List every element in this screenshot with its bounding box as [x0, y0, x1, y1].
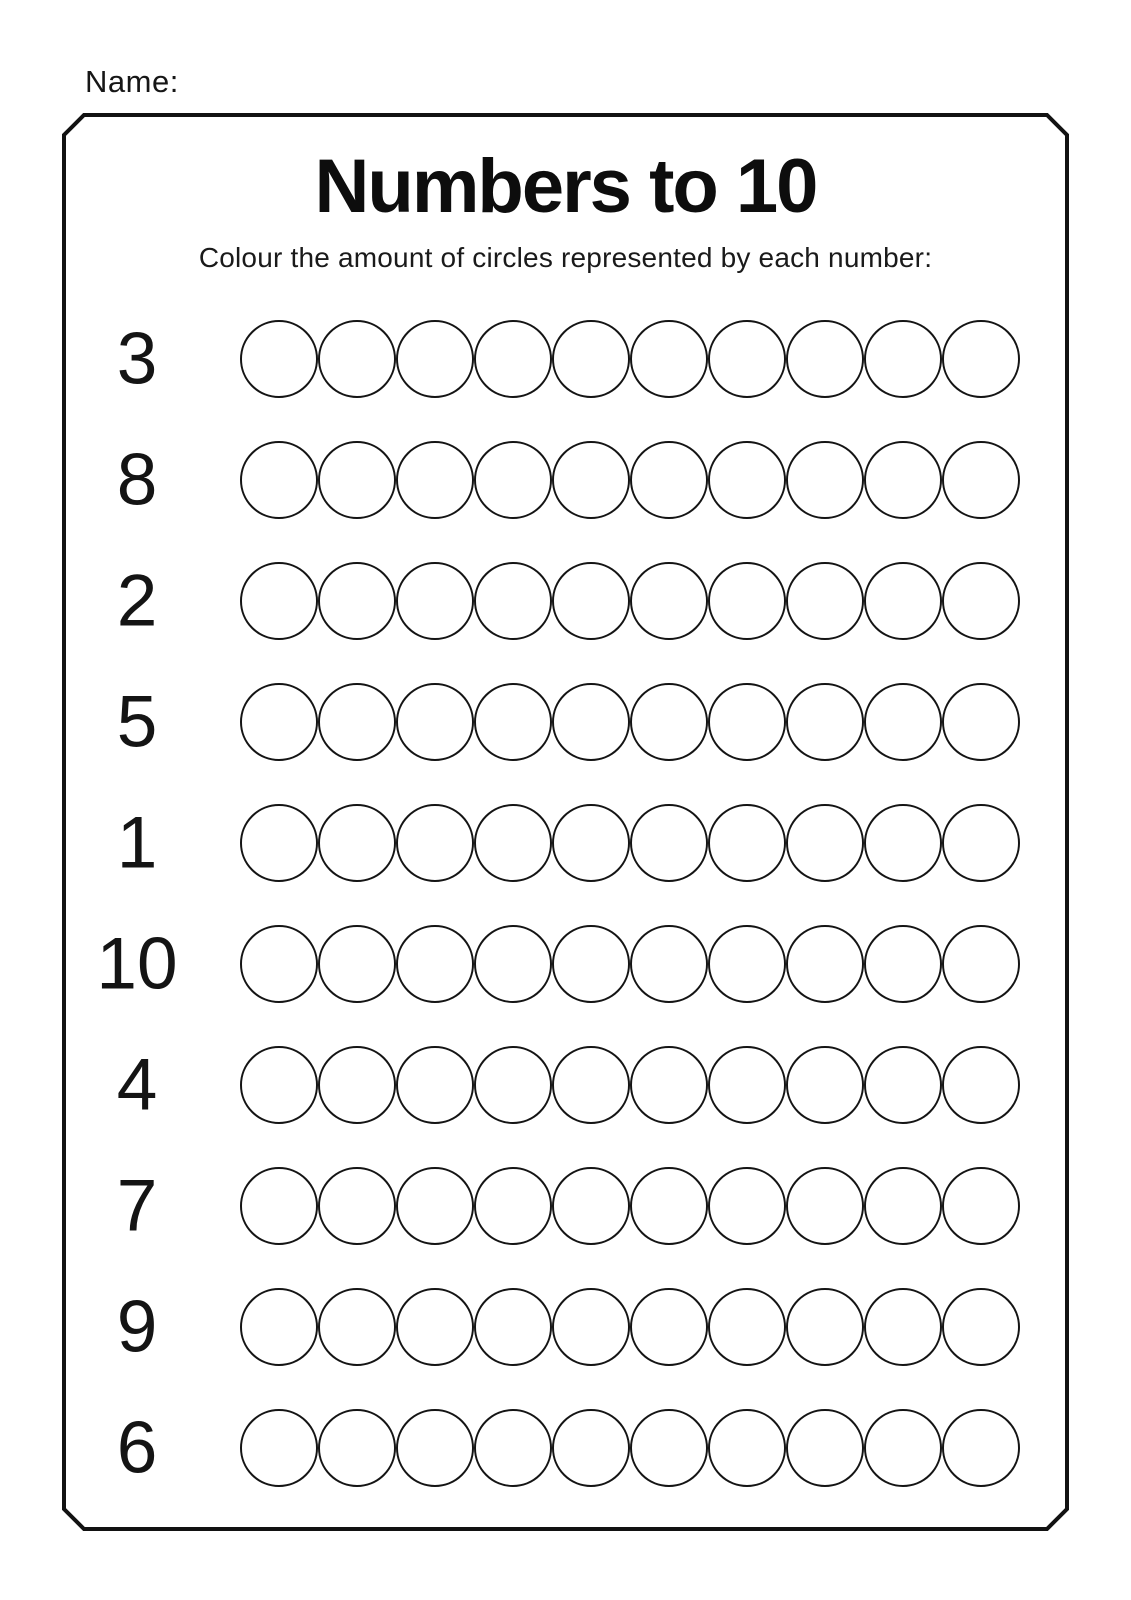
colour-circle[interactable]: [630, 320, 708, 398]
colour-circle[interactable]: [864, 562, 942, 640]
row-number: 7: [116, 1165, 158, 1246]
colour-circle[interactable]: [786, 1167, 864, 1245]
colour-circle[interactable]: [708, 1288, 786, 1366]
colour-circle[interactable]: [552, 562, 630, 640]
worksheet-row: [62, 1387, 1069, 1508]
colour-circle[interactable]: [786, 320, 864, 398]
colour-circle[interactable]: [474, 441, 552, 519]
colour-circle[interactable]: [474, 1046, 552, 1124]
circles-group: [240, 683, 1020, 761]
colour-circle[interactable]: [942, 562, 1020, 640]
colour-circle[interactable]: [708, 1046, 786, 1124]
colour-circle[interactable]: [318, 1167, 396, 1245]
colour-circle[interactable]: [396, 804, 474, 882]
colour-circle[interactable]: [786, 925, 864, 1003]
colour-circle[interactable]: [240, 320, 318, 398]
row-number: 8: [116, 439, 158, 520]
colour-circle[interactable]: [942, 1288, 1020, 1366]
worksheet-row: [62, 540, 1069, 661]
colour-circle[interactable]: [864, 441, 942, 519]
colour-circle[interactable]: [396, 683, 474, 761]
colour-circle[interactable]: [240, 683, 318, 761]
colour-circle[interactable]: [240, 1046, 318, 1124]
worksheet-row: [62, 1266, 1069, 1387]
worksheet-row: [62, 903, 1069, 1024]
row-number: 10: [96, 923, 178, 1004]
circles-group: [240, 925, 1020, 1003]
name-label: Name:: [85, 64, 179, 99]
colour-circle[interactable]: [864, 1288, 942, 1366]
colour-circle[interactable]: [552, 683, 630, 761]
worksheet-row: [62, 419, 1069, 540]
colour-circle[interactable]: [864, 1409, 942, 1487]
worksheet-row: [62, 1024, 1069, 1145]
colour-circle[interactable]: [552, 1288, 630, 1366]
circles-group: [240, 1046, 1020, 1124]
colour-circle[interactable]: [708, 441, 786, 519]
colour-circle[interactable]: [630, 683, 708, 761]
colour-circle[interactable]: [318, 1409, 396, 1487]
row-number: 6: [116, 1407, 158, 1488]
colour-circle[interactable]: [864, 1167, 942, 1245]
colour-circle[interactable]: [396, 1288, 474, 1366]
colour-circle[interactable]: [240, 562, 318, 640]
colour-circle[interactable]: [474, 683, 552, 761]
row-number: 3: [116, 318, 158, 399]
colour-circle[interactable]: [864, 804, 942, 882]
colour-circle[interactable]: [474, 1288, 552, 1366]
colour-circle[interactable]: [630, 1409, 708, 1487]
colour-circle[interactable]: [552, 1409, 630, 1487]
colour-circle[interactable]: [864, 683, 942, 761]
colour-circle[interactable]: [552, 1046, 630, 1124]
circles-group: [240, 804, 1020, 882]
colour-circle[interactable]: [396, 1167, 474, 1245]
rows-container: [62, 298, 1069, 1508]
colour-circle[interactable]: [864, 320, 942, 398]
colour-circle[interactable]: [786, 804, 864, 882]
colour-circle[interactable]: [318, 320, 396, 398]
colour-circle[interactable]: [396, 441, 474, 519]
colour-circle[interactable]: [786, 1046, 864, 1124]
worksheet-row: [62, 661, 1069, 782]
row-number: 4: [116, 1044, 158, 1125]
colour-circle[interactable]: [942, 683, 1020, 761]
circles-group: [240, 1288, 1020, 1366]
worksheet-row: [62, 298, 1069, 419]
colour-circle[interactable]: [318, 925, 396, 1003]
colour-circle[interactable]: [630, 1288, 708, 1366]
colour-circle[interactable]: [318, 1046, 396, 1124]
colour-circle[interactable]: [552, 441, 630, 519]
colour-circle[interactable]: [474, 1167, 552, 1245]
colour-circle[interactable]: [396, 320, 474, 398]
colour-circle[interactable]: [786, 1288, 864, 1366]
colour-circle[interactable]: [630, 1167, 708, 1245]
colour-circle[interactable]: [942, 804, 1020, 882]
colour-circle[interactable]: [708, 804, 786, 882]
worksheet-frame: [62, 113, 1069, 1531]
row-number: 2: [116, 560, 158, 641]
colour-circle[interactable]: [630, 562, 708, 640]
row-number: 5: [116, 681, 158, 762]
circles-group: [240, 1167, 1020, 1245]
worksheet-title: Numbers to 10: [314, 144, 817, 229]
colour-circle[interactable]: [474, 562, 552, 640]
colour-circle[interactable]: [396, 925, 474, 1003]
colour-circle[interactable]: [552, 1167, 630, 1245]
colour-circle[interactable]: [552, 804, 630, 882]
colour-circle[interactable]: [474, 925, 552, 1003]
colour-circle[interactable]: [240, 441, 318, 519]
worksheet-row: [62, 1145, 1069, 1266]
worksheet-row: [62, 782, 1069, 903]
colour-circle[interactable]: [786, 441, 864, 519]
colour-circle[interactable]: [240, 1288, 318, 1366]
colour-circle[interactable]: [396, 1409, 474, 1487]
colour-circle[interactable]: [240, 804, 318, 882]
colour-circle[interactable]: [474, 804, 552, 882]
colour-circle[interactable]: [240, 1167, 318, 1245]
colour-circle[interactable]: [942, 1409, 1020, 1487]
colour-circle[interactable]: [318, 804, 396, 882]
colour-circle[interactable]: [708, 925, 786, 1003]
colour-circle[interactable]: [942, 1046, 1020, 1124]
row-number: 9: [116, 1286, 158, 1367]
colour-circle[interactable]: [864, 1046, 942, 1124]
colour-circle[interactable]: [318, 562, 396, 640]
colour-circle[interactable]: [552, 320, 630, 398]
colour-circle[interactable]: [708, 1167, 786, 1245]
colour-circle[interactable]: [474, 320, 552, 398]
colour-circle[interactable]: [708, 1409, 786, 1487]
colour-circle[interactable]: [396, 562, 474, 640]
colour-circle[interactable]: [942, 441, 1020, 519]
circles-group: [240, 562, 1020, 640]
colour-circle[interactable]: [786, 683, 864, 761]
colour-circle[interactable]: [708, 562, 786, 640]
colour-circle[interactable]: [318, 1288, 396, 1366]
colour-circle[interactable]: [630, 441, 708, 519]
circles-group: [240, 1409, 1020, 1487]
colour-circle[interactable]: [786, 562, 864, 640]
colour-circle[interactable]: [942, 1167, 1020, 1245]
colour-circle[interactable]: [864, 925, 942, 1003]
colour-circle[interactable]: [630, 1046, 708, 1124]
colour-circle[interactable]: [630, 804, 708, 882]
colour-circle[interactable]: [396, 1046, 474, 1124]
colour-circle[interactable]: [552, 925, 630, 1003]
circles-group: [240, 441, 1020, 519]
colour-circle[interactable]: [474, 1409, 552, 1487]
colour-circle[interactable]: [708, 320, 786, 398]
worksheet-instructions: Colour the amount of circles represented by each number:: [198, 242, 933, 273]
colour-circle[interactable]: [786, 1409, 864, 1487]
colour-circle[interactable]: [708, 683, 786, 761]
colour-circle[interactable]: [630, 925, 708, 1003]
colour-circle[interactable]: [942, 320, 1020, 398]
colour-circle[interactable]: [318, 441, 396, 519]
circles-group: [240, 320, 1020, 398]
colour-circle[interactable]: [240, 1409, 318, 1487]
colour-circle[interactable]: [240, 925, 318, 1003]
row-number: 1: [116, 802, 158, 883]
colour-circle[interactable]: [318, 683, 396, 761]
colour-circle[interactable]: [942, 925, 1020, 1003]
